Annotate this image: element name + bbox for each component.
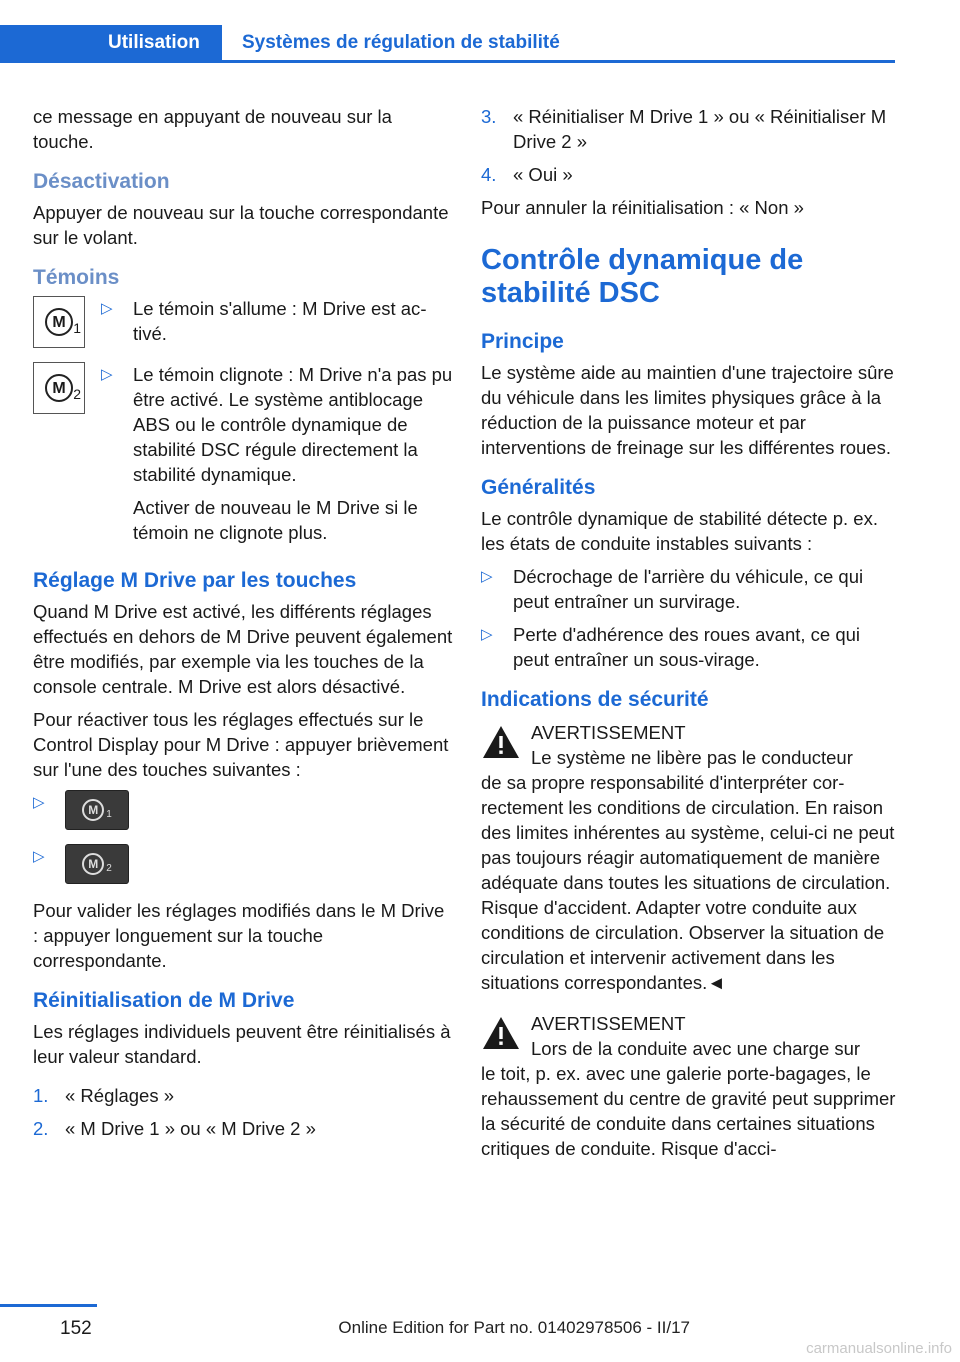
step-text: « Réglages » (65, 1085, 175, 1106)
list-item (33, 1083, 453, 1108)
warning-text: de sa propre responsabilité d'interpréter correctement les conditions de circulation. En raison des limites inhérentes au système, celui-ci ne peut pas toujours réagir automatiquement de manière adéquate dans toutes les situations de circulation. Risque d'accident. Adapter votre conduite aux conditions de circulation. Observer la situation de circulation et intervenir activement dans les situations correspondantes.◄ (481, 772, 895, 993)
temoin-text: Le témoin s'allume : M Drive est activé. (133, 298, 427, 344)
warning-block (481, 1009, 901, 1161)
temoin-row (33, 296, 453, 354)
m-letter: M (45, 374, 73, 402)
triangle-bullet-icon: ▷ (33, 794, 45, 811)
header-rule (0, 60, 895, 63)
warning-first-line: Le système ne libère pas le conducteur (531, 747, 853, 768)
temoin-text: Le témoin clignote : M Drive n'a pas pu être activé. Le système antiblocage ABS ou le contrôle dynamique de stabilité DSC régule directement la stabilité dynamique. (133, 364, 453, 485)
triangle-bullet-icon: ▷ (481, 626, 493, 643)
annuler-text: Pour annuler la réinitialisation : « Non » (481, 197, 804, 218)
chapter-tab: Utilisation (0, 25, 222, 60)
list-item (481, 622, 901, 672)
dsc-heading: Contrôle dynamique de stabilité DSC (481, 244, 804, 309)
list-item (33, 1116, 453, 1141)
page-number: 152 (60, 1318, 92, 1339)
edition-text: Online Edition for Part no. 01402978506 - II/17 (338, 1318, 690, 1337)
list-item (481, 162, 901, 187)
step-number: 4. (481, 164, 497, 185)
generalites-text: Le contrôle dynamique de stabilité détecte p. ex. les états de conduite instables suivants : (481, 508, 878, 554)
desactivation-text: Appuyer de nouveau sur la touche correspondante sur le volant. (33, 202, 449, 248)
principe-text: Le système aide au maintien d'une trajectoire sûre du véhicule dans les limites physiques grâce à la réduction de la puissance moteur et par interventions de freinage sur les différentes roues. (481, 362, 894, 458)
reglage-heading: Réglage M Drive par les touches (33, 569, 357, 592)
m-sub: 2 (106, 862, 112, 874)
step-number: 1. (33, 1085, 49, 1106)
left-column (33, 104, 453, 1149)
m1-key-icon (65, 790, 129, 830)
warning-title: AVERTISSEMENT (531, 722, 686, 743)
step-text: « Oui » (513, 164, 573, 185)
page-header (0, 25, 895, 63)
warning-text: le toit, p. ex. avec une galerie porte-bagages, le rehaussement du centre de gravité peut supprimer la sécurité de conduite dans certaines situations critiques de conduite. Risque d'acci- (481, 1063, 896, 1159)
step-number: 2. (33, 1118, 49, 1139)
warning-first-line: Lors de la conduite avec une charge sur (531, 1038, 861, 1059)
generalites-heading: Généralités (481, 476, 596, 499)
reinit-heading: Réinitialisation de M Drive (33, 989, 295, 1012)
m-letter: M (82, 853, 104, 875)
m-drive-2-indicator-icon (33, 362, 85, 414)
securite-heading: Indications de sécurité (481, 688, 709, 711)
m2-key-icon (65, 844, 129, 884)
desactivation-heading: Désactivation (33, 170, 170, 193)
list-item (481, 104, 901, 154)
triangle-bullet-icon: ▷ (481, 568, 493, 585)
triangle-bullet-icon: ▷ (101, 366, 113, 383)
m-drive-1-indicator-icon (33, 296, 85, 348)
m-letter: M (82, 799, 104, 821)
bullet-text: Perte d'adhérence des roues avant, ce qui peut entraîner un sous-virage. (513, 624, 861, 670)
valider-text: Pour valider les réglages modifiés dans le M Drive : appuyer longuement sur la touche correspondante. (33, 900, 445, 971)
triangle-bullet-icon: ▷ (33, 848, 45, 865)
watermark-text: carmanualsonline.info (806, 1340, 952, 1357)
m-letter: M (45, 308, 73, 336)
principe-heading: Principe (481, 330, 564, 353)
m-sub: 1 (73, 320, 81, 336)
key-list (33, 790, 453, 884)
step-text: « Réinitialiser M Drive 1 » ou « Réinitialiser M Drive 2 » (513, 106, 887, 152)
m-sub: 1 (106, 808, 112, 820)
temoins-heading: Témoins (33, 266, 120, 289)
right-column (481, 104, 901, 1169)
bullet-text: Décrochage de l'arrière du véhicule, ce qui peut entraîner un survirage. (513, 566, 864, 612)
intro-text: ce message en appuyant de nouveau sur la touche. (33, 106, 392, 152)
warning-triangle-icon (481, 724, 521, 760)
step-number: 3. (481, 106, 497, 127)
step-text: « M Drive 1 » ou « M Drive 2 » (65, 1118, 316, 1139)
section-title: Systèmes de régulation de stabilité (242, 32, 560, 53)
warning-block (481, 718, 901, 995)
bullet-list (481, 564, 901, 672)
warning-title: AVERTISSEMENT (531, 1013, 686, 1034)
temoin-text-2: Activer de nouveau le M Drive si le témoin ne clignote plus. (133, 497, 418, 543)
steps-list (481, 104, 901, 187)
temoin-row (33, 362, 453, 553)
list-item (33, 844, 453, 884)
reglage-paragraph-1: Quand M Drive est activé, les différents réglages effectués en dehors de M Drive peuvent également être modifiés, par exemple via les touches de la console centrale. M Drive est alors désactivé. (33, 601, 453, 697)
list-item (481, 564, 901, 614)
triangle-bullet-icon: ▷ (101, 300, 113, 317)
reinit-text: Les réglages individuels peuvent être réinitialisés à leur valeur standard. (33, 1021, 451, 1067)
footer-rule (0, 1304, 97, 1307)
reglage-paragraph-2: Pour réactiver tous les réglages effectués sur le Control Display pour M Drive : appuyer brièvement sur l'une des touches suivantes : (33, 709, 449, 780)
steps-list (33, 1083, 453, 1141)
warning-triangle-icon (481, 1015, 521, 1051)
list-item (33, 790, 453, 830)
m-sub: 2 (73, 386, 81, 402)
